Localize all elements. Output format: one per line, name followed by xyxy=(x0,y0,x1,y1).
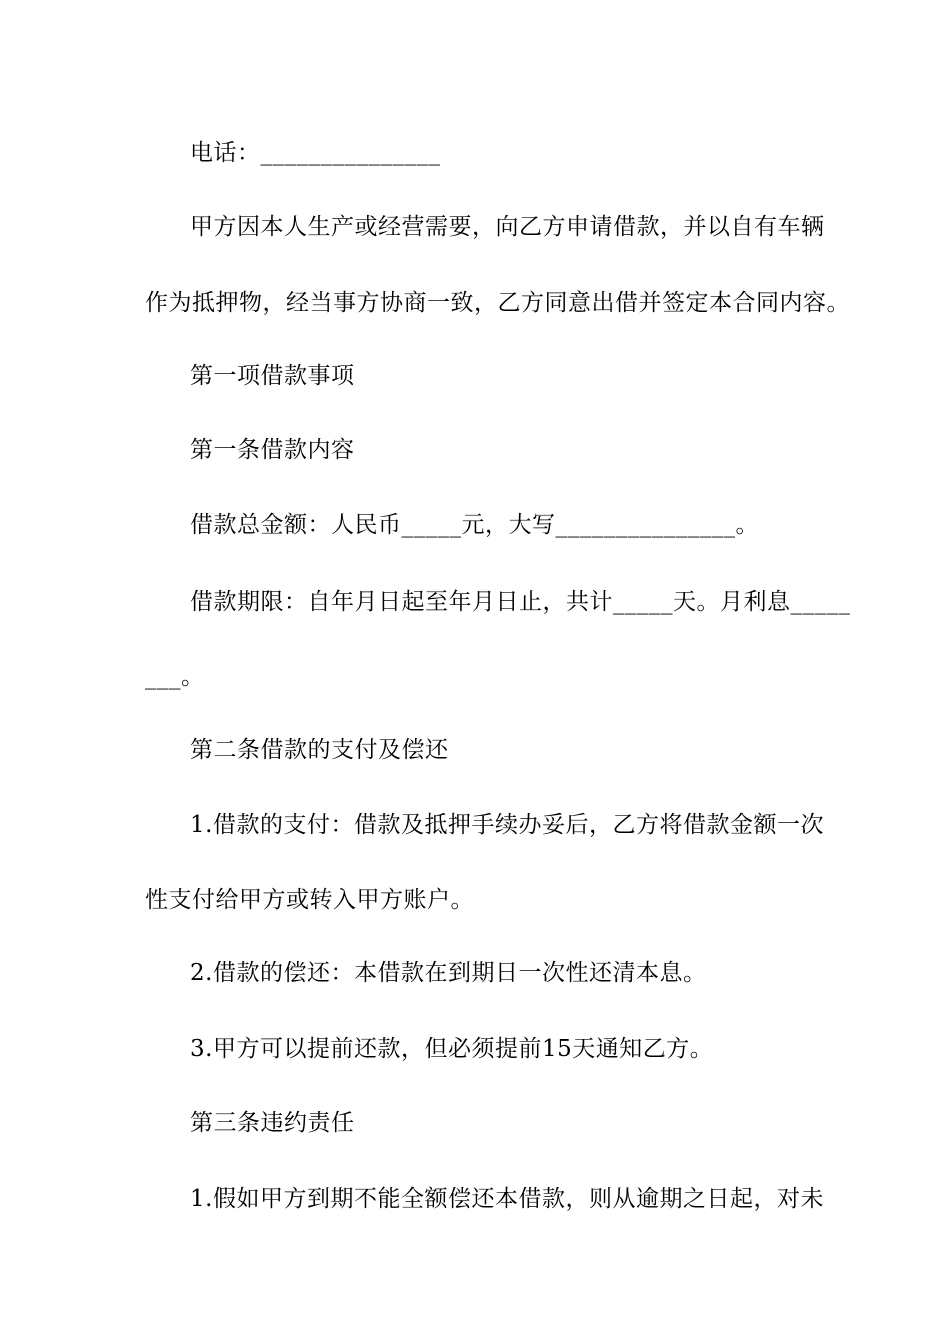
paragraph-line: 借款总金额：人民币_____元，大写_______________。 xyxy=(190,512,759,538)
paragraph-line: 2.借款的偿还：本借款在到期日一次性还清本息。 xyxy=(190,960,707,986)
article-heading: 第三条违约责任 xyxy=(190,1110,355,1136)
phone-line: 电话：_______________ xyxy=(190,140,441,166)
section-heading: 第一项借款事项 xyxy=(190,363,355,389)
paragraph-line: 作为抵押物，经当事方协商一致，乙方同意出借并签定本合同内容。 xyxy=(145,290,850,316)
article-heading: 第一条借款内容 xyxy=(190,437,355,463)
paragraph-line: 1.借款的支付：借款及抵押手续办妥后，乙方将借款金额一次 xyxy=(190,812,824,838)
article-heading: 第二条借款的支付及偿还 xyxy=(190,737,449,763)
paragraph-line: 1.假如甲方到期不能全额偿还本借款，则从逾期之日起，对未 xyxy=(190,1186,824,1212)
paragraph-line: 性支付给甲方或转入甲方账户。 xyxy=(145,887,474,913)
paragraph-line: 借款期限：自年月日起至年月日止，共计_____天。月利息_____ xyxy=(190,589,851,615)
paragraph-line: 3.甲方可以提前还款，但必须提前15天通知乙方。 xyxy=(190,1036,714,1062)
paragraph-line: ___。 xyxy=(145,664,205,690)
paragraph-line: 甲方因本人生产或经营需要，向乙方申请借款，并以自有车辆 xyxy=(190,214,825,240)
